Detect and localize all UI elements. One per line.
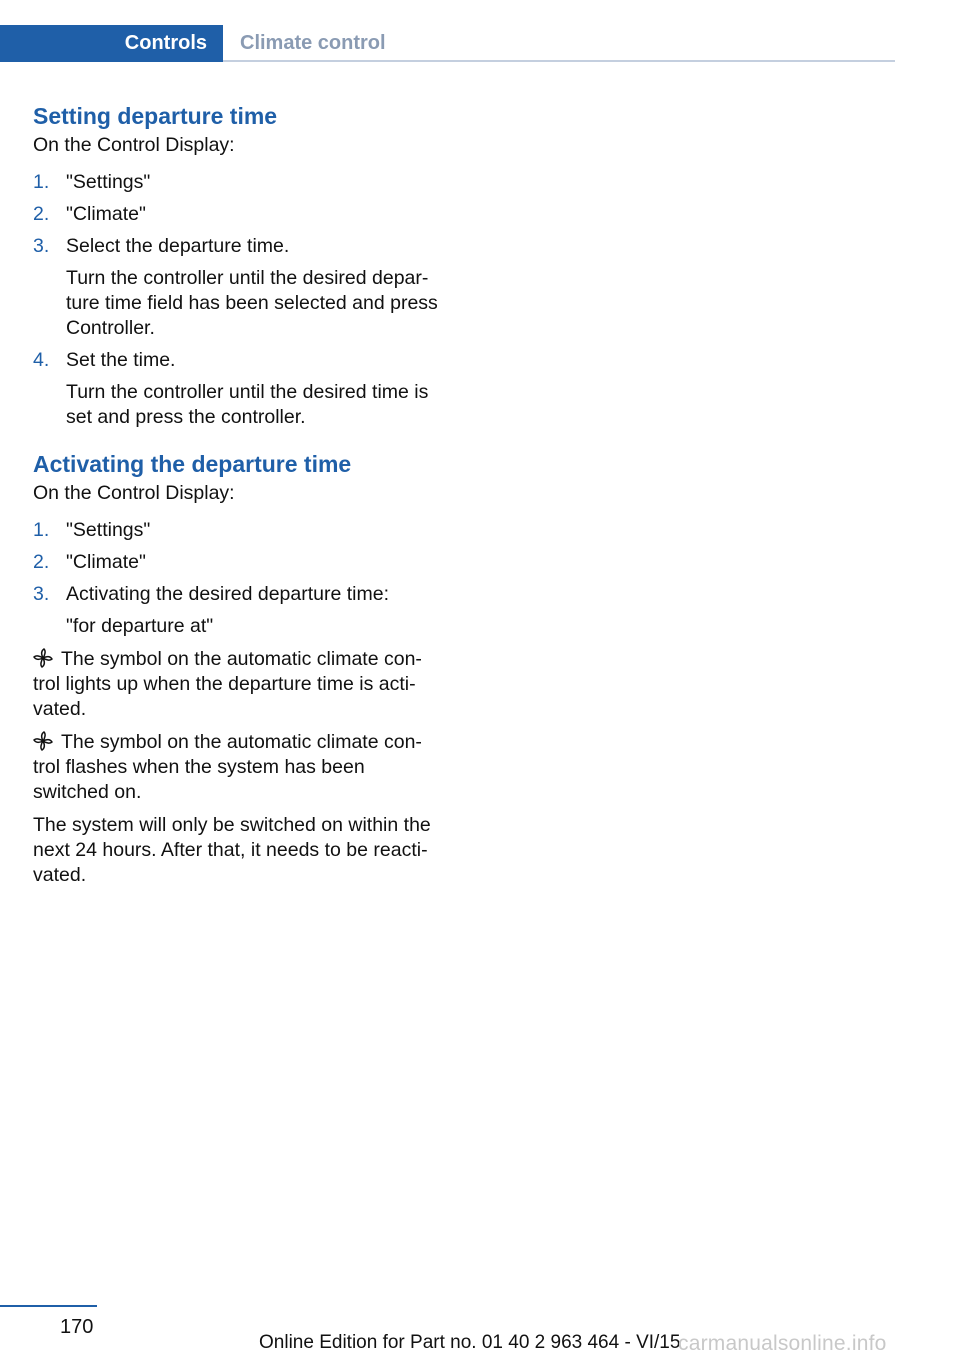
step-text: "Climate" <box>66 551 146 573</box>
step-text: Activating the desired departure time: <box>66 583 390 605</box>
list-item <box>33 550 453 575</box>
heading-activating-departure-time: Activating the departure time <box>33 451 352 477</box>
header-divider <box>223 60 895 62</box>
paragraph-line: next 24 hours. After that, it needs to be reacti- <box>33 839 428 861</box>
page-header <box>0 25 895 62</box>
symbol-note-flashes <box>33 730 453 805</box>
note-line: trol lights up when the departure time is acti- <box>33 673 416 695</box>
list-item <box>33 170 453 195</box>
note-line: The symbol on the automatic climate con- <box>61 648 422 670</box>
step-number: 1. <box>33 519 50 541</box>
list-item <box>33 348 453 430</box>
step-text: "Settings" <box>66 519 151 541</box>
step-text: Set the time. <box>66 349 176 371</box>
fan-icon <box>33 731 53 751</box>
intro-text: On the Control Display: <box>33 134 235 156</box>
list-item <box>33 234 453 341</box>
step-detail <box>66 380 453 430</box>
edition-text: Online Edition for Part no. 01 40 2 963 464 - VI/15 <box>259 1332 681 1353</box>
activating-section <box>33 448 453 888</box>
step-detail: "for departure at" <box>66 615 214 637</box>
note-line: switched on. <box>33 781 142 803</box>
note-line: The symbol on the automatic climate con- <box>61 731 422 753</box>
detail-line: Turn the controller until the desired depar- <box>66 267 429 289</box>
step-detail <box>66 266 453 341</box>
closing-paragraph <box>33 813 453 888</box>
footer-divider <box>0 1305 97 1307</box>
fan-icon <box>33 648 53 668</box>
detail-line: set and press the controller. <box>66 406 306 428</box>
step-text: "Settings" <box>66 171 151 193</box>
note-line: trol flashes when the system has been <box>33 756 365 778</box>
paragraph-line: The system will only be switched on within the <box>33 814 431 836</box>
list-item <box>33 518 453 543</box>
heading-setting-departure-time: Setting departure time <box>33 103 278 129</box>
content-column <box>33 100 453 888</box>
step-text: "Climate" <box>66 203 146 225</box>
symbol-note-lights-up <box>33 647 453 722</box>
step-number: 2. <box>33 551 50 573</box>
detail-line: Controller. <box>66 317 155 339</box>
step-number: 2. <box>33 203 50 225</box>
detail-line: Turn the controller until the desired time is <box>66 381 429 403</box>
note-line: vated. <box>33 698 87 720</box>
paragraph-line: vated. <box>33 864 87 886</box>
setting-steps-list <box>33 170 453 430</box>
step-number: 4. <box>33 349 50 371</box>
step-number: 3. <box>33 235 50 257</box>
page-number: 170 <box>60 1316 94 1338</box>
chapter-tab-climate-control: Climate control <box>240 32 386 54</box>
intro-text: On the Control Display: <box>33 482 235 504</box>
watermark: carmanualsonline.info <box>678 1332 887 1355</box>
step-number: 1. <box>33 171 50 193</box>
activating-steps-list <box>33 518 453 639</box>
step-number: 3. <box>33 583 50 605</box>
detail-line: ture time field has been selected and press <box>66 292 438 314</box>
step-text: Select the departure time. <box>66 235 290 257</box>
list-item <box>33 582 453 639</box>
section-tab-controls: Controls <box>0 25 223 62</box>
list-item <box>33 202 453 227</box>
